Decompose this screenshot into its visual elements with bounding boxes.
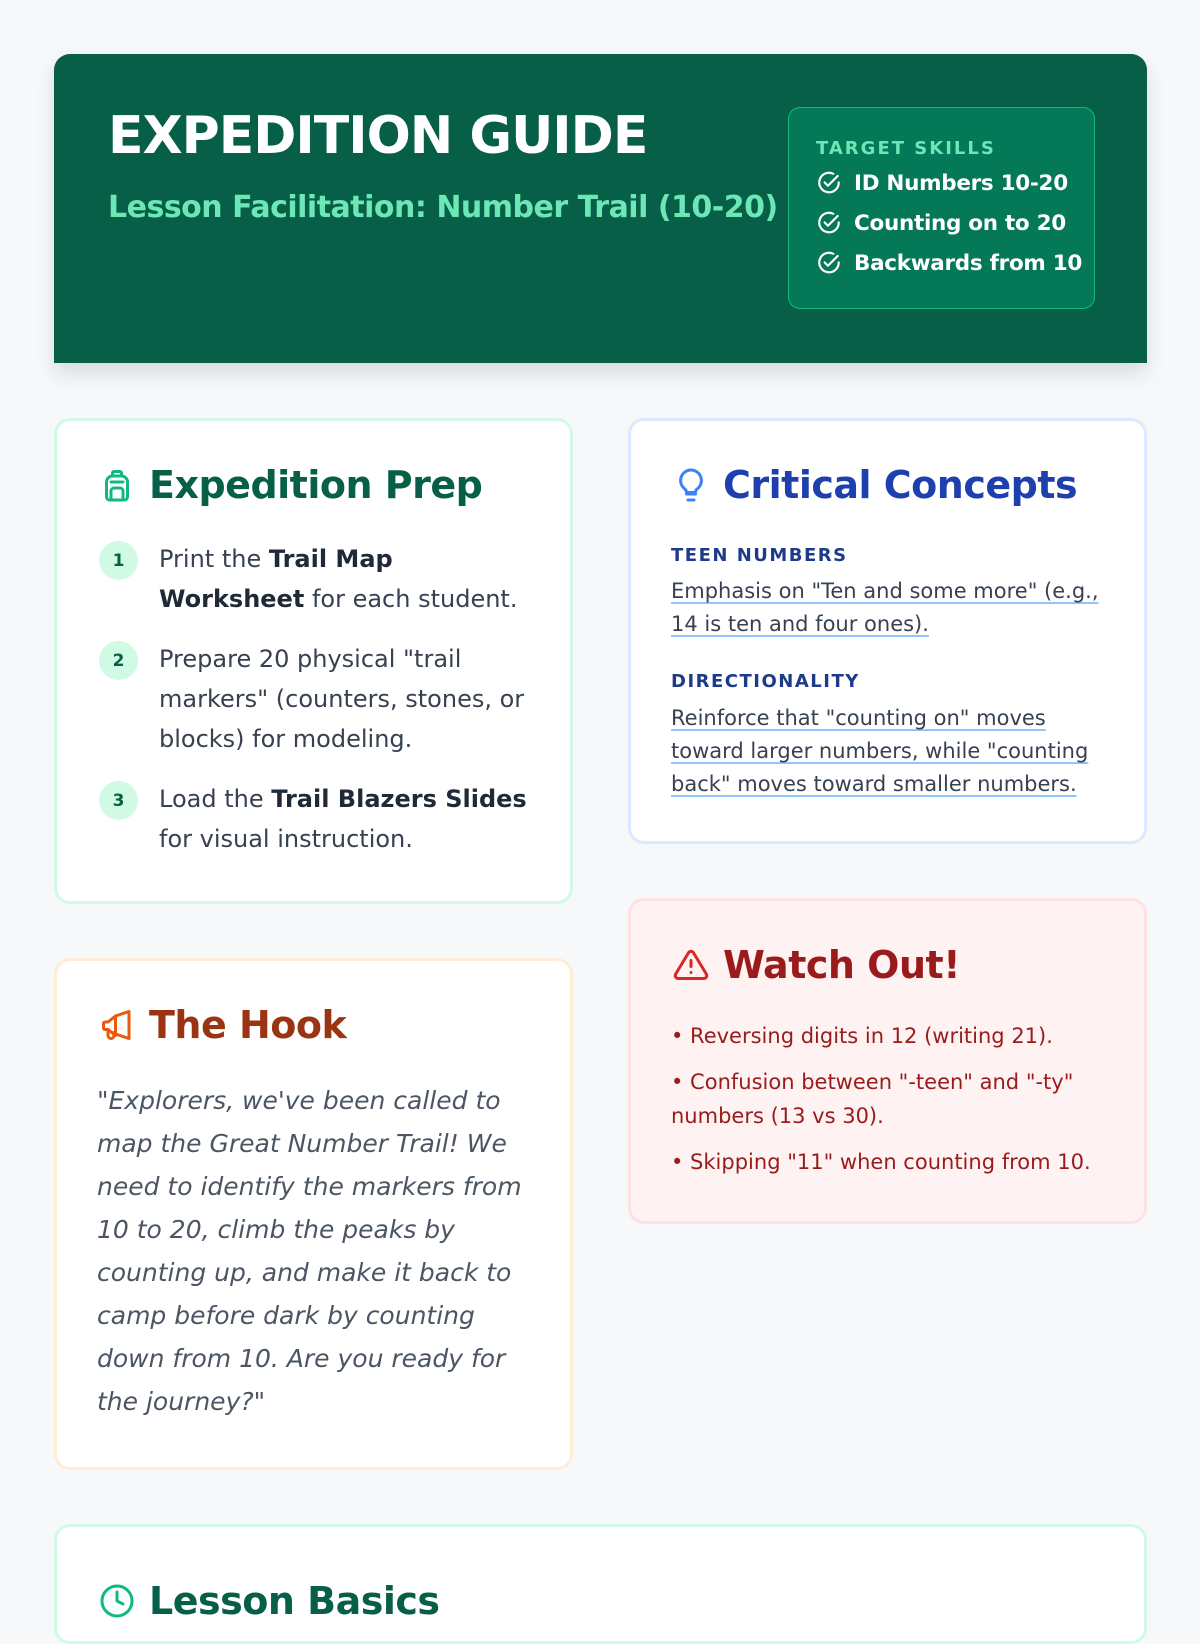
skill-label: ID Numbers 10-20 <box>854 170 1068 196</box>
warning-triangle-icon <box>673 947 709 983</box>
megaphone-icon <box>99 1007 135 1043</box>
watch-item: • Skipping "11" when counting from 10. <box>671 1150 1091 1174</box>
concept-text: Emphasis on "Ten and some more" (e.g., 14 is ten and four ones). <box>671 579 1099 636</box>
lesson-basics-card <box>54 1524 1147 1644</box>
step-number: 2 <box>99 641 138 680</box>
check-circle-icon <box>816 250 842 276</box>
check-circle-icon <box>816 170 842 196</box>
concepts-title-label: Critical Concepts <box>723 463 1078 507</box>
concept-label: TEEN NUMBERS <box>671 545 848 566</box>
check-circle-icon <box>816 210 842 236</box>
watch-item: • Confusion between "-teen" and "-ty" numbers (13 vs 30). <box>671 1070 1074 1128</box>
step-text: Load the Trail Blazers Slides for visual instruction. <box>159 785 527 853</box>
critical-concepts-card <box>628 418 1147 844</box>
step-number: 1 <box>99 541 138 580</box>
header-banner <box>54 54 1147 363</box>
hook-title-label: The Hook <box>149 1003 347 1047</box>
target-skills-box <box>788 107 1095 309</box>
skill-item <box>816 250 1082 276</box>
skill-item <box>816 170 1068 196</box>
hook-title <box>99 1003 346 1047</box>
page-subtitle: Lesson Facilitation: Number Trail (10-20) <box>108 190 778 225</box>
hook-card <box>54 958 573 1470</box>
step-number: 3 <box>99 781 138 820</box>
concepts-title <box>673 463 1077 507</box>
basics-title <box>99 1579 440 1623</box>
step-text: Print the Trail Map Worksheet for each student. <box>159 545 518 613</box>
backpack-icon <box>99 467 135 503</box>
page-title: EXPEDITION GUIDE <box>108 106 648 166</box>
prep-title <box>99 463 482 507</box>
watch-title-label: Watch Out! <box>723 943 961 987</box>
skill-label: Backwards from 10 <box>854 250 1083 276</box>
watch-out-card <box>628 898 1147 1224</box>
concept-text: Reinforce that "counting on" moves toward larger numbers, while "counting back" moves toward smaller numbers. <box>671 706 1089 796</box>
skill-label: Counting on to 20 <box>854 210 1066 236</box>
basics-title-label: Lesson Basics <box>149 1579 440 1623</box>
expedition-prep-card <box>54 418 573 904</box>
step-text: Prepare 20 physical "trail markers" (counters, stones, or blocks) for modeling. <box>159 645 525 753</box>
lightbulb-icon <box>673 467 709 503</box>
clock-icon <box>99 1583 135 1619</box>
watch-item: • Reversing digits in 12 (writing 21). <box>671 1024 1053 1048</box>
hook-quote: "Explorers, we've been called to map the Great Number Trail! We need to identify the markers from 10 to 20, climb the peaks by counting up, and make it back to camp before dark by counting down from 10. Are you ready for the journey?" <box>97 1086 522 1416</box>
prep-title-label: Expedition Prep <box>149 463 483 507</box>
target-skills-label: TARGET SKILLS <box>816 138 996 159</box>
skill-item <box>816 210 1066 236</box>
watch-title <box>673 943 960 987</box>
concept-label: DIRECTIONALITY <box>671 671 860 692</box>
